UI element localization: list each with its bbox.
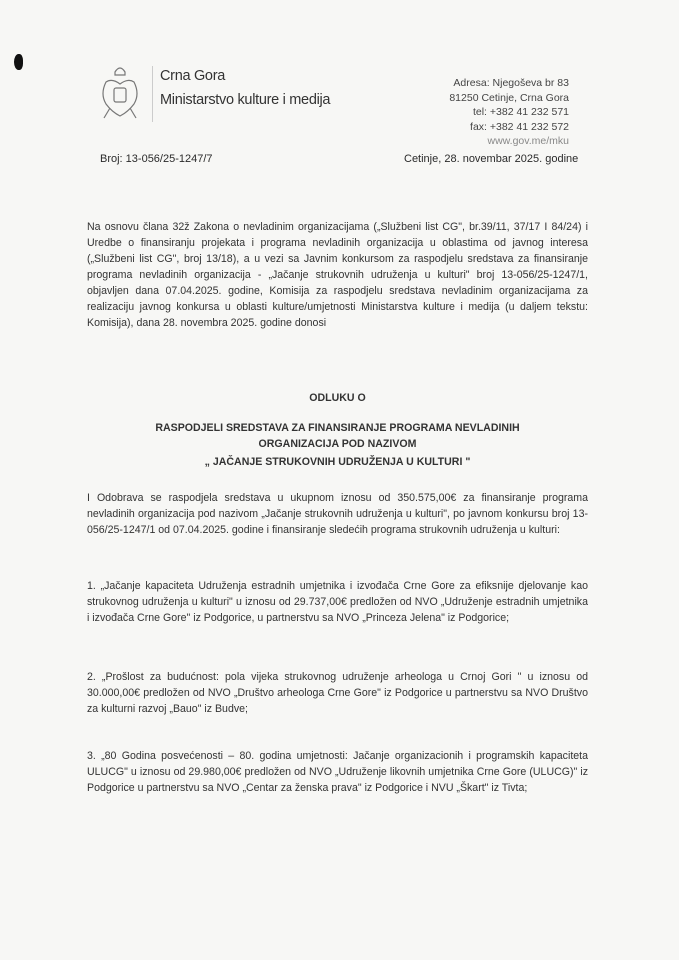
ministry-name: Ministarstvo kulture i medija <box>160 92 331 108</box>
address-city: 81250 Cetinje, Crna Gora <box>449 91 569 104</box>
list-item: 3. „80 Godina posvećenosti – 80. godina umjetnosti: Jačanje organizacionih i programskih kapaciteta ULUCG" u iznosu od 29.980,00€ predložen od NVO „Udruženje likovnih umjetnika Crne Gore (ULUCG)" iz Podgorice u partnerstvu sa NVO „Centar za ženska prava" iz Podgorice i NVU „Škart" iz Tivta; <box>87 750 588 794</box>
organization-name <box>160 64 330 112</box>
intro-paragraph: Na osnovu člana 32ž Zakona o nevladinim organizacijama („Službeni list CG", br.39/11, 37/17 I 84/24) i Uredbe o finansiranju projekata i programa nevladinih organizacija u oblastima od javnog interesa („Službeni list CG", broj 13/18), a u vezi sa Javnim konkursom za raspodjelu sredstava za finansiranje programa nevladinih organizacija - „Jačanje strukovnih udruženja u kulturi" broj 13-056/25-1247/1, objavljen dana 07.04.2025. godine, Komisija za raspodjelu sredstava nevladinim organizacijama za realizaciju javnog konkursa u oblasti kulture/umjetnosti Ministarstva kulture i medija (u daljem tekstu: Komisija), dana 28. novembra 2025. godine donosi <box>87 221 588 329</box>
website-link[interactable]: www.gov.me/mku <box>487 135 569 147</box>
list-item: 1. „Jačanje kapaciteta Udruženja estradnih umjetnika i izvođača Crne Gore za efiksnije djelovanje kao strukovnog udruženja u kulturi" u iznosu od 29.737,00€ predložen od NVO „Udruženje estradnih umjetnika i izvođača Crne Gore" iz Podgorice, u partnerstvu sa NVO „Princeza Jelena" iz Podgorice; <box>87 580 588 624</box>
decision-title: ODLUKU O <box>309 392 366 404</box>
subtitle-line: RASPODJELI SREDSTAVA ZA FINANSIRANJE PROGRAMA NEVLADINIH <box>155 422 520 434</box>
address-line: Adresa: Njegoševa br 83 <box>453 77 569 89</box>
coat-of-arms-icon <box>98 64 142 122</box>
header-divider <box>152 66 153 122</box>
document-date: Cetinje, 28. novembar 2025. godine <box>404 153 579 165</box>
decision-subtitle <box>87 420 588 452</box>
subtitle-line: ORGANIZACIJA POD NAZIVOM <box>258 438 417 450</box>
program-name: „ JAČANJE STRUKOVNIH UDRUŽENJA U KULTURI " <box>204 456 471 468</box>
punch-hole <box>14 54 23 70</box>
list-item: 2. „Prošlost za budućnost: pola vijeka strukovnog udruženje arheologa u Crnoj Gori " u iznosu od 30.000,00€ predložen od NVO „Društvo arheologa Crne Gore" iz Podgorice u partnerstvu sa NVO Društvo za kulturni razvoj „Bauo" iz Budve; <box>87 671 588 715</box>
contact-block <box>449 76 569 149</box>
phone: tel: +382 41 232 571 <box>472 106 569 118</box>
reference-number: Broj: 13-056/25-1247/7 <box>100 153 213 165</box>
country-name: Crna Gora <box>160 68 225 84</box>
fax: fax: +382 41 232 572 <box>470 120 569 133</box>
section-1-paragraph: I Odobrava se raspodjela sredstava u ukupnom iznosu od 350.575,00€ za finansiranje programa nevladinih organizacija pod nazivom „Jačanje strukovnih udruženja u kulturi", po javnom konkursu broj 13-056/25-1247/1 od 07.04.2025. godine i finansiranje sledećih programa strukovnih udruženja u kulturi: <box>87 492 588 536</box>
